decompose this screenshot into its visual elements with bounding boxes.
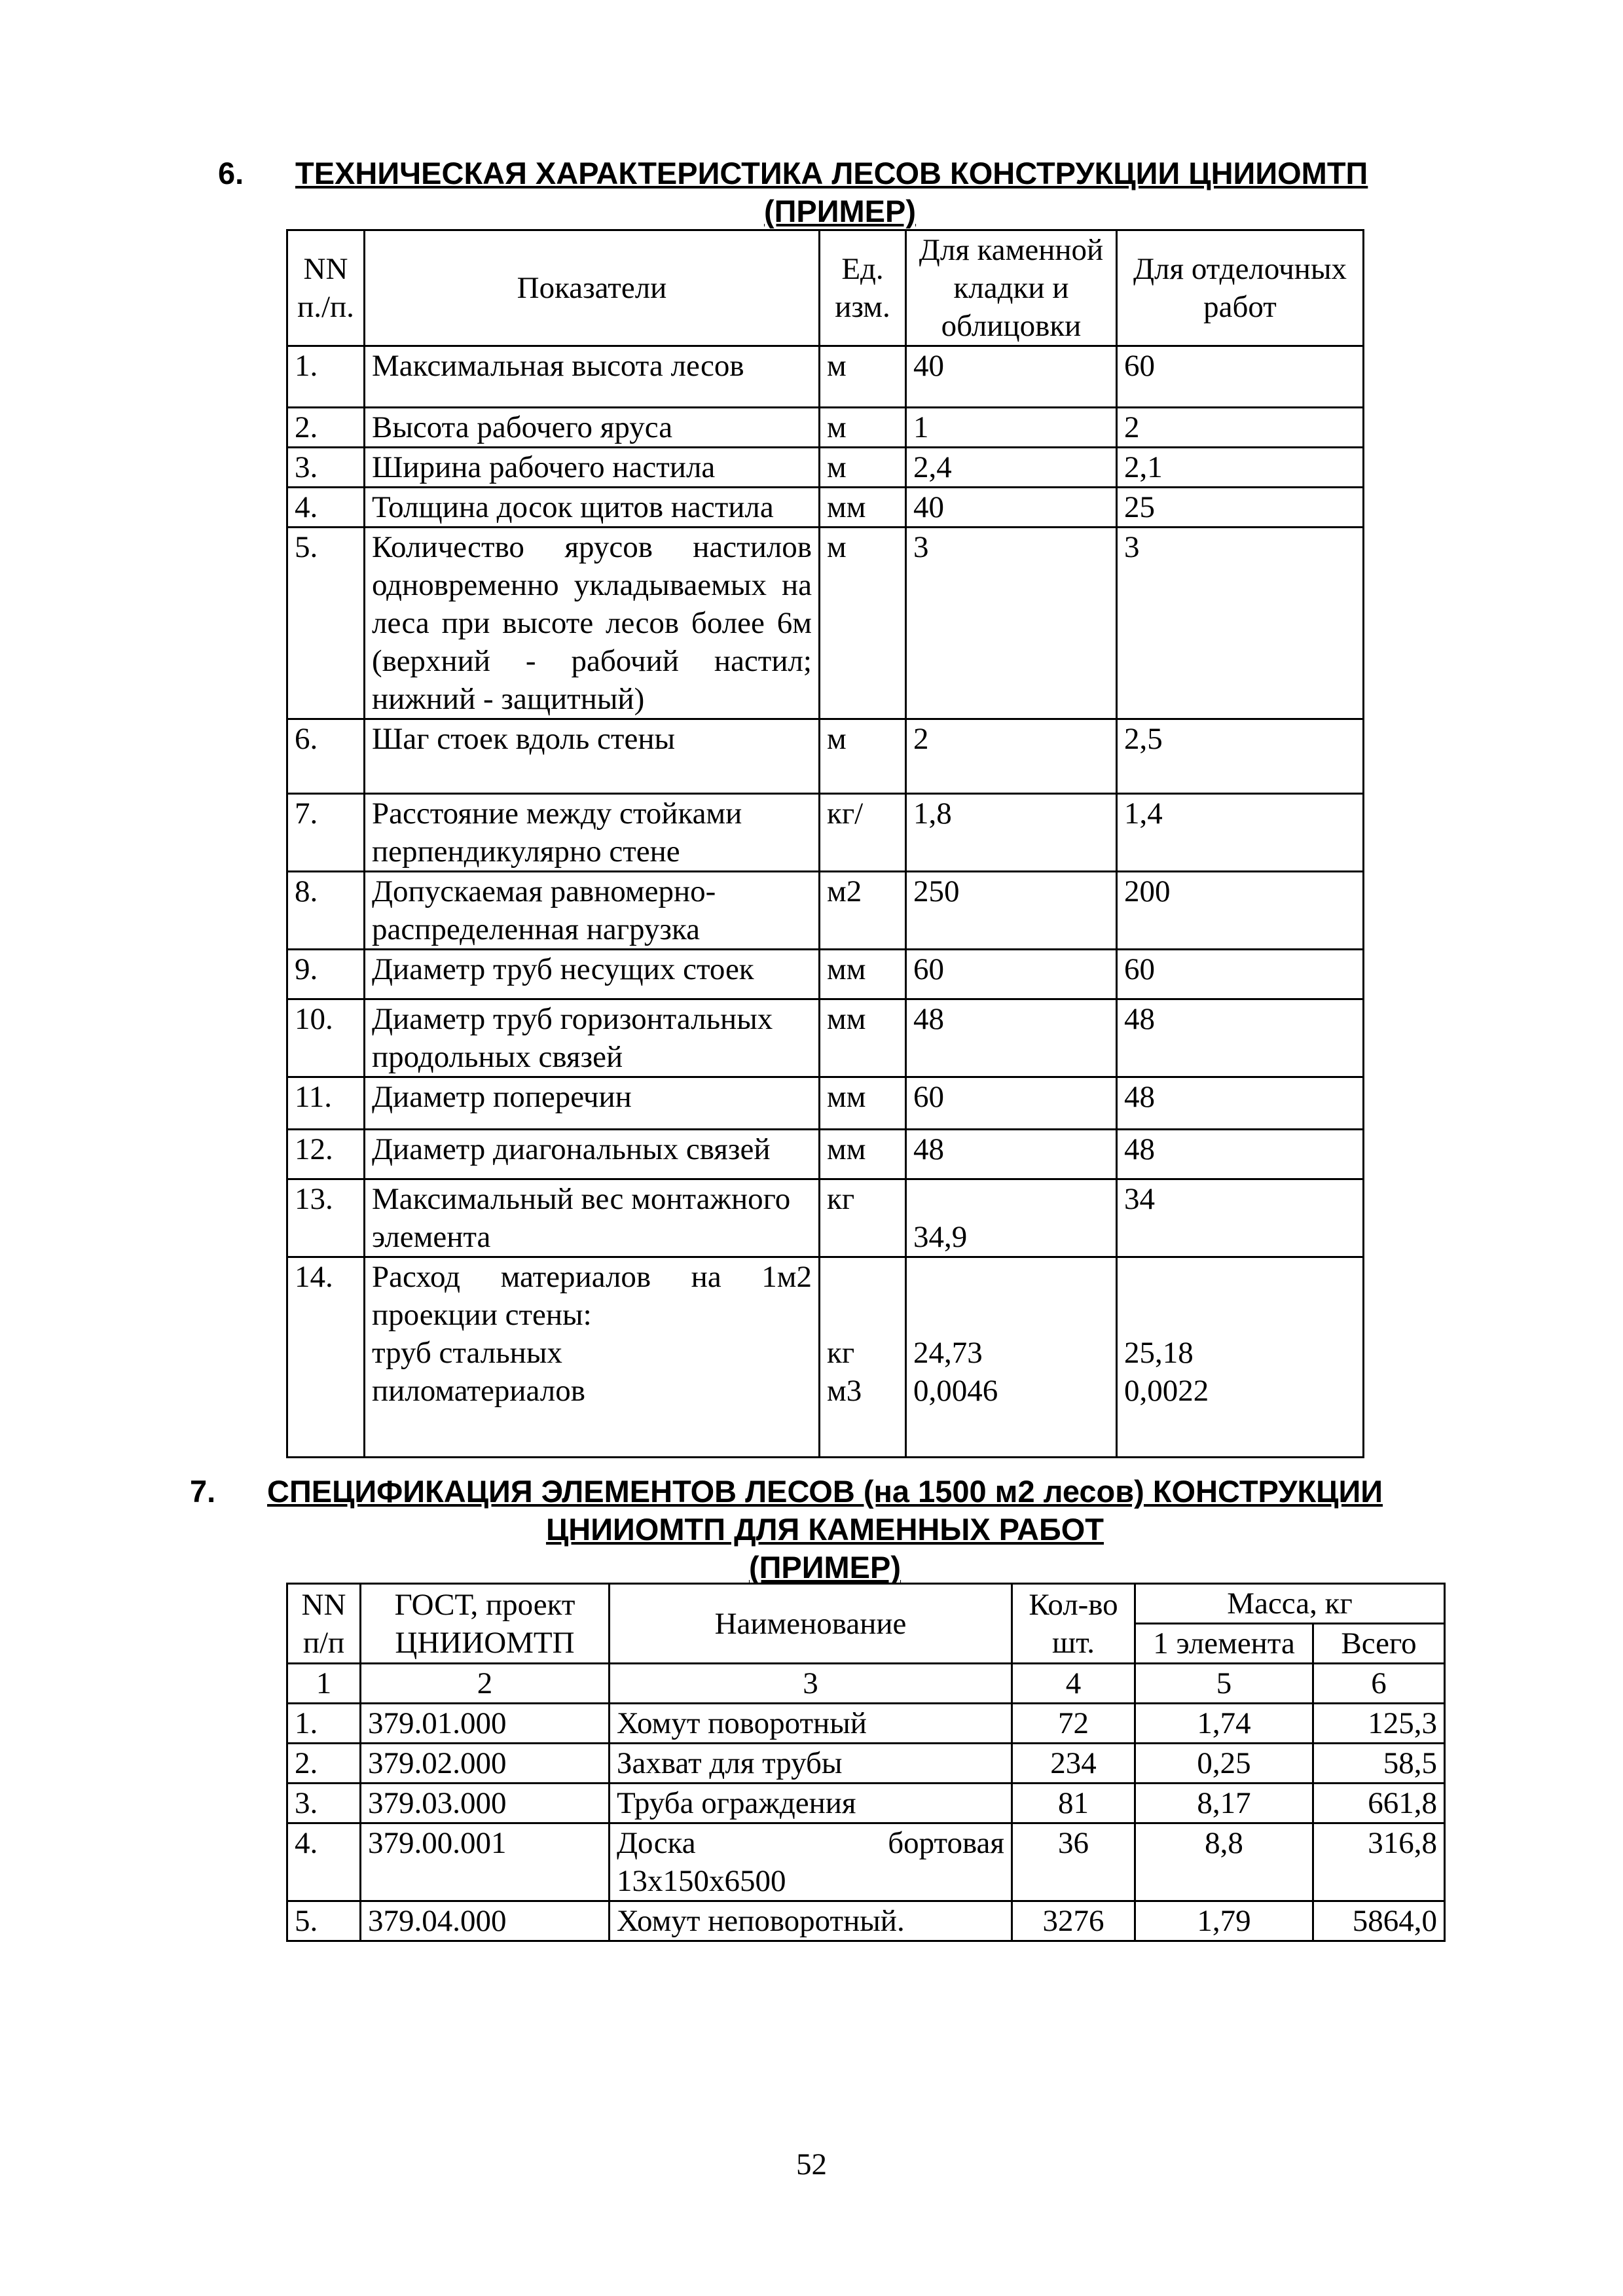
table-row [287,1257,1364,1458]
section7-heading [190,1473,1460,1587]
spec-header-mass-one: 1 элемента [1135,1624,1313,1664]
row-finishing: 2 [1117,408,1364,448]
colnum: 3 [610,1664,1012,1704]
row-finishing: 3 [1117,528,1364,719]
row-unit: кг [820,1179,906,1257]
header-num: NN п./п. [287,230,365,346]
row-unit [820,1257,906,1458]
spec-mass-total: 661,8 [1313,1784,1445,1823]
table-row [287,794,1364,872]
colnum: 2 [361,1664,610,1704]
spec-mass-one: 1,74 [1135,1704,1313,1744]
spec-mass-total: 58,5 [1313,1744,1445,1784]
spec-qty: 81 [1012,1784,1135,1823]
row-masonry: 60 [906,950,1117,999]
table-row [287,719,1364,794]
header-unit: Ед. изм. [820,230,906,346]
table-row [287,346,1364,408]
table-row [287,1784,1445,1823]
row-unit: м [820,346,906,408]
row-name: Максимальный вес монтажного элемента [365,1179,820,1257]
row-masonry: 250 [906,872,1117,950]
row-name: Высота рабочего яруса [365,408,820,448]
table-row [287,488,1364,528]
row-masonry: 60 [906,1077,1117,1130]
row-unit: м [820,719,906,794]
section7-number: 7. [190,1474,216,1509]
row-name-item: труб стальных [372,1336,562,1370]
spec-header-num: NN п/п [287,1584,361,1664]
row-num: 4. [287,488,365,528]
row-finishing-item: 0,0022 [1124,1374,1209,1408]
row-unit: мм [820,488,906,528]
table-row [287,448,1364,488]
row-masonry-item: 24,73 [913,1336,983,1370]
row-masonry: 2,4 [906,448,1117,488]
row-masonry: 1,8 [906,794,1117,872]
page-number: 52 [796,2147,827,2181]
row-num: 2. [287,408,365,448]
row-finishing: 60 [1117,950,1364,999]
spec-name: Захват для трубы [610,1744,1012,1784]
spec-header-qty: Кол-во шт. [1012,1584,1135,1664]
row-masonry: 34,9 [906,1179,1117,1257]
row-unit-item: кг [827,1336,855,1370]
row-unit: кг/ [820,794,906,872]
row-name: Шаг стоек вдоль стены [365,719,820,794]
row-masonry-item: 0,0046 [913,1374,998,1408]
row-unit: мм [820,999,906,1077]
spec-gost: 379.04.000 [361,1901,610,1941]
section6-number: 6. [218,156,244,190]
spec-num: 1. [287,1704,361,1744]
row-num: 14. [287,1257,365,1458]
spec-gost: 379.02.000 [361,1744,610,1784]
section6-title-line2-visible: (ПРИМЕР) [763,194,917,228]
row-name: Ширина рабочего настила [365,448,820,488]
table-row [287,1744,1445,1784]
spec-name: Хомут неповоротный. [610,1901,1012,1941]
spec-name: Хомут поворотный [610,1704,1012,1744]
section6-title-line2-wrap [218,192,1462,230]
row-unit: м [820,448,906,488]
spec-name-line1: Доска бортовая [617,1826,1004,1860]
row-unit: мм [820,1077,906,1130]
spec-qty: 72 [1012,1704,1135,1744]
row-masonry: 2 [906,719,1117,794]
table-row [287,950,1364,999]
row-masonry: 48 [906,1130,1117,1179]
spec-header-row [287,1584,1445,1624]
spec-num: 4. [287,1823,361,1901]
spec-name-line2: 13х150х6500 [617,1864,786,1898]
row-num: 12. [287,1130,365,1179]
spec-mass-one: 8,8 [1135,1823,1313,1901]
spec-qty: 36 [1012,1823,1135,1901]
row-num: 13. [287,1179,365,1257]
spec-qty: 3276 [1012,1901,1135,1941]
row-name-intro: Расход материалов на 1м2 проекции стены: [372,1260,812,1332]
row-name: Диаметр труб несущих стоек [365,950,820,999]
spec-mass-one: 0,25 [1135,1744,1313,1784]
spec-header-mass: Масса, кг [1135,1584,1445,1624]
spec-gost: 379.01.000 [361,1704,610,1744]
section7-title-line1: СПЕЦИФИКАЦИЯ ЭЛЕМЕНТОВ ЛЕСОВ (на 1500 м2 лесов) КОНСТРУКЦИИ [267,1474,1383,1509]
table-row [287,1823,1445,1901]
spec-header-mass-total: Всего [1313,1624,1445,1664]
row-name: Диаметр поперечин [365,1077,820,1130]
row-name: Расстояние между стойками перпендикулярно стене [365,794,820,872]
row-finishing [1117,1257,1364,1458]
header-masonry: Для каменной кладки и облицовки [906,230,1117,346]
spec-num: 3. [287,1784,361,1823]
table-row [287,528,1364,719]
row-name: Диаметр диагональных связей [365,1130,820,1179]
table-row [287,872,1364,950]
table-row [287,1077,1364,1130]
table-row [287,1179,1364,1257]
spec-name: Труба ограждения [610,1784,1012,1823]
row-num: 8. [287,872,365,950]
spec-mass-total: 125,3 [1313,1704,1445,1744]
row-finishing: 48 [1117,1130,1364,1179]
spec-name [610,1823,1012,1901]
row-finishing: 2,1 [1117,448,1364,488]
spec-colnum-row [287,1664,1445,1704]
row-num: 6. [287,719,365,794]
table-row [287,408,1364,448]
row-name: Диаметр труб горизонтальных продольных связей [365,999,820,1077]
section6-title-line1: ТЕХНИЧЕСКАЯ ХАРАКТЕРИСТИКА ЛЕСОВ КОНСТРУКЦИИ ЦНИИОМТП [295,156,1368,190]
row-finishing: 2,5 [1117,719,1364,794]
colnum: 1 [287,1664,361,1704]
spec-gost: 379.03.000 [361,1784,610,1823]
row-name [365,1257,820,1458]
spec-mass-one: 8,17 [1135,1784,1313,1823]
row-unit: мм [820,950,906,999]
header-indicator: Показатели [365,230,820,346]
row-unit: м [820,528,906,719]
table-row [287,1130,1364,1179]
spec-header-gost: ГОСТ, проект ЦНИИОМТП [361,1584,610,1664]
section7-title-line3: (ПРИМЕР) [748,1550,902,1585]
row-name: Количество ярусов настилов одновременно укладываемых на леса при высоте лесов более 6м (верхний - рабочий настил; нижний - защитный) [365,528,820,719]
section7-title-line2: ЦНИИОМТП ДЛЯ КАМЕННЫХ РАБОТ [545,1512,1104,1547]
row-unit: м2 [820,872,906,950]
spec-header-name: Наименование [610,1584,1012,1664]
row-masonry [906,1257,1117,1458]
row-masonry: 48 [906,999,1117,1077]
row-masonry: 40 [906,346,1117,408]
row-finishing: 1,4 [1117,794,1364,872]
row-finishing: 60 [1117,346,1364,408]
row-name: Толщина досок щитов настила [365,488,820,528]
tech-spec-table [286,229,1364,1458]
spec-table [286,1583,1446,1942]
spec-num: 2. [287,1744,361,1784]
row-finishing: 48 [1117,1077,1364,1130]
row-name: Максимальная высота лесов [365,346,820,408]
row-finishing: 34 [1117,1179,1364,1257]
spec-qty: 234 [1012,1744,1135,1784]
row-num: 1. [287,346,365,408]
row-num: 11. [287,1077,365,1130]
row-finishing: 25 [1117,488,1364,528]
row-finishing: 48 [1117,999,1364,1077]
row-unit: мм [820,1130,906,1179]
row-unit: м [820,408,906,448]
row-masonry: 3 [906,528,1117,719]
row-finishing-item: 25,18 [1124,1336,1194,1370]
colnum: 5 [1135,1664,1313,1704]
table-row [287,1704,1445,1744]
row-masonry: 40 [906,488,1117,528]
row-name: Допускаемая равномерно-распределенная нагрузка [365,872,820,950]
row-num: 7. [287,794,365,872]
row-num: 5. [287,528,365,719]
spec-mass-total: 5864,0 [1313,1901,1445,1941]
row-unit-item: м3 [827,1374,862,1408]
row-num: 9. [287,950,365,999]
row-name-item: пиломатериалов [372,1374,585,1408]
row-num: 3. [287,448,365,488]
spec-mass-one: 1,79 [1135,1901,1313,1941]
table-header-row [287,230,1364,346]
table-row [287,999,1364,1077]
header-finishing: Для отделочных работ [1117,230,1364,346]
spec-gost: 379.00.001 [361,1823,610,1901]
row-num: 10. [287,999,365,1077]
row-finishing: 200 [1117,872,1364,950]
spec-num: 5. [287,1901,361,1941]
colnum: 6 [1313,1664,1445,1704]
spec-mass-total: 316,8 [1313,1823,1445,1901]
table-row [287,1901,1445,1941]
row-masonry: 1 [906,408,1117,448]
colnum: 4 [1012,1664,1135,1704]
